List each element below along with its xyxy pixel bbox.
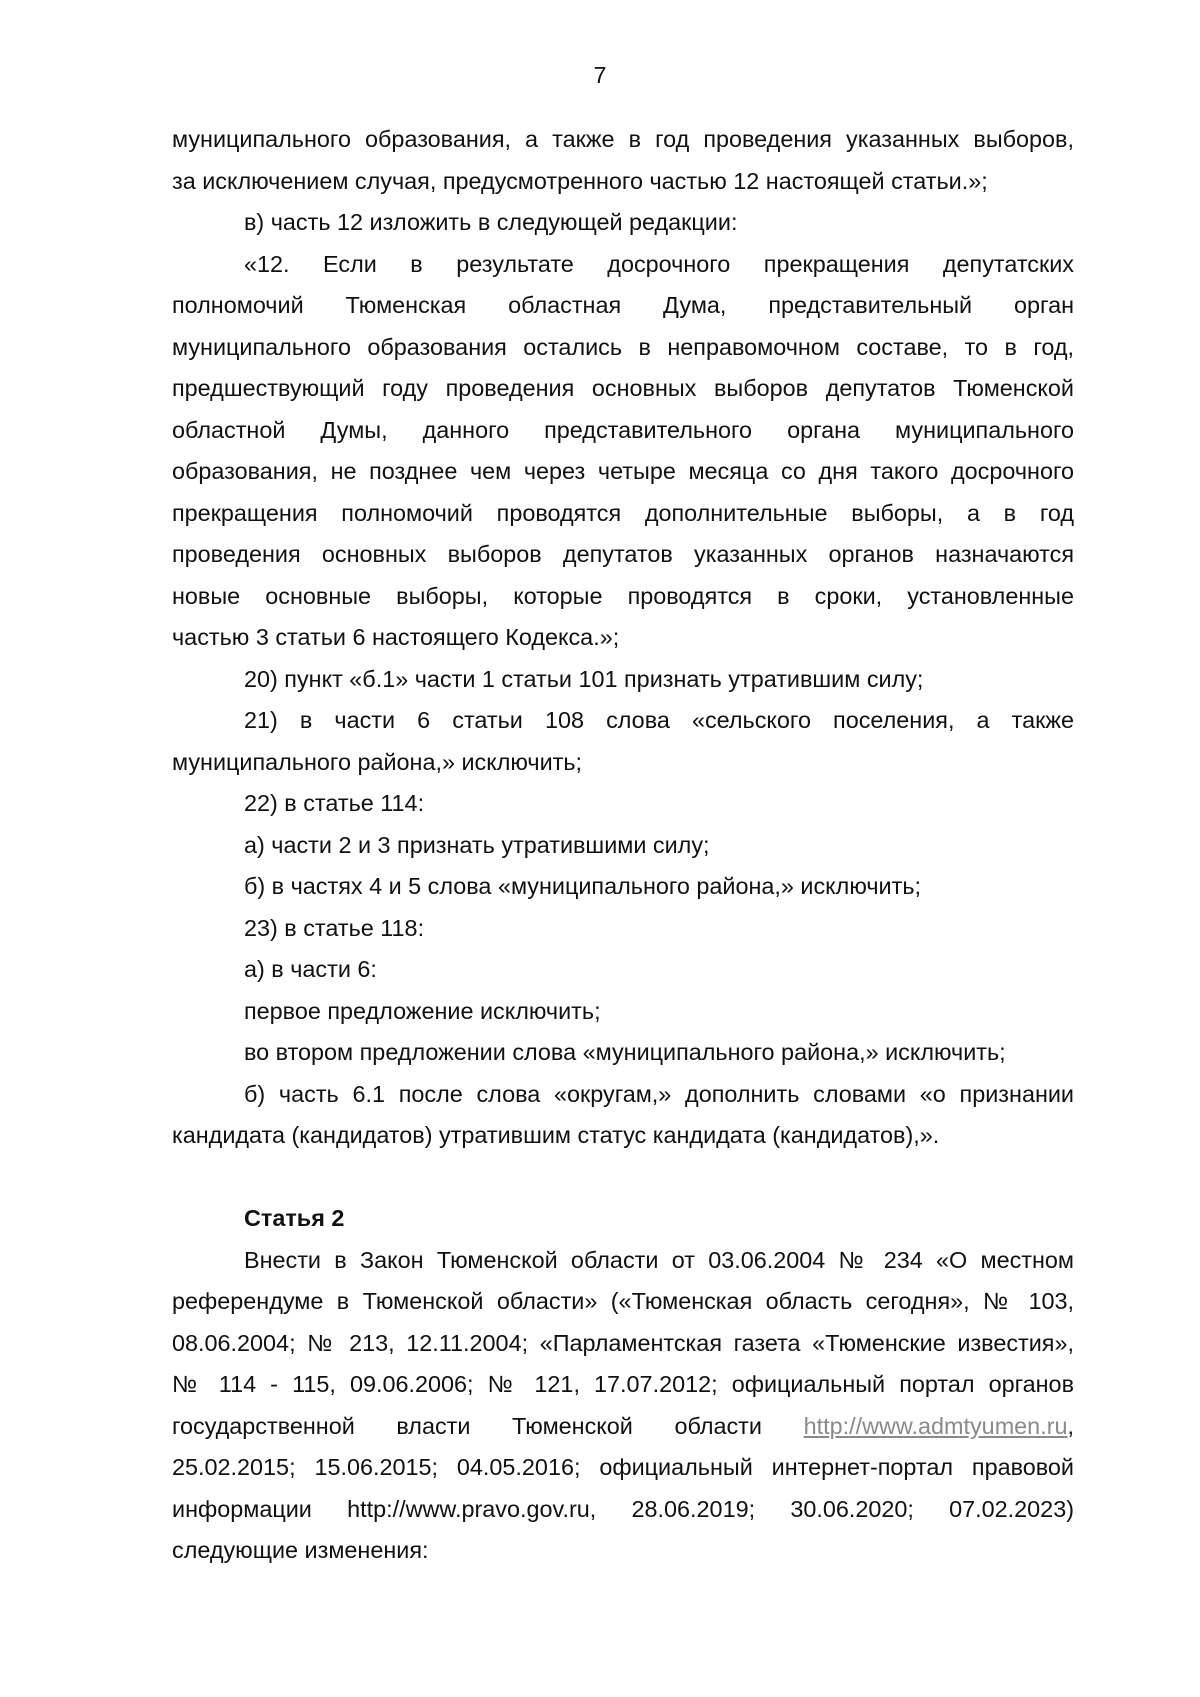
paragraph-line: муниципального образования остались в неправомочном составе, то в год, — [172, 333, 1074, 360]
paragraph: а) части 2 и 3 признать утратившими силу; — [244, 831, 710, 858]
paragraph-line: информации http://www.pravo.gov.ru, 28.06.2019; 30.06.2020; 07.02.2023) — [172, 1495, 1074, 1522]
paragraph-line: прекращения полномочий проводятся дополнительные выборы, а в год — [172, 499, 1074, 526]
paragraph: 23) в статье 118: — [244, 914, 425, 941]
paragraph: а) в части 6: — [244, 956, 377, 982]
paragraph: в) часть 12 изложить в следующей редакции: — [244, 209, 738, 235]
paragraph-line: 25.02.2015; 15.06.2015; 04.05.2016; официальный интернет-портал правовой — [172, 1454, 1074, 1480]
paragraph-text: государственной власти Тюменской области — [172, 1412, 762, 1439]
paragraph-line: полномочий Тюменская областная Дума, представительный орган — [172, 292, 1074, 318]
paragraph-line: областной Думы, данного представительного органа муниципального — [172, 416, 1074, 443]
paragraph: во втором предложении слова «муниципального района,» исключить; — [244, 1039, 1006, 1065]
document-body — [172, 119, 1074, 1572]
paragraph-text: , — [1067, 1412, 1074, 1439]
paragraph-line: референдуме в Тюменской области» («Тюменская область сегодня», № 103, — [172, 1288, 1074, 1314]
paragraph-line: проведения основных выборов депутатов указанных органов назначаются — [172, 541, 1074, 567]
admtyumen-link[interactable]: http://www.admtyumen.ru — [803, 1412, 1068, 1439]
paragraph-line: кандидата (кандидатов) утратившим статус кандидата (кандидатов),». — [172, 1122, 940, 1148]
paragraph-line: следующие изменения: — [172, 1537, 429, 1563]
paragraph-line: № 114 - 115, 09.06.2006; № 121, 17.07.2012; официальный портал органов — [172, 1371, 1074, 1397]
paragraph-line: Внести в Закон Тюменской области от 03.06.2004 № 234 «О местном — [244, 1246, 1074, 1273]
paragraph-line-with-link — [172, 1406, 1074, 1448]
paragraph: 20) пункт «б.1» части 1 статьи 101 признать утратившим силу; — [244, 665, 924, 692]
paragraph-line: предшествующий году проведения основных выборов депутатов Тюменской — [172, 375, 1074, 401]
paragraph: первое предложение исключить; — [244, 997, 601, 1024]
paragraph-line: частью 3 статьи 6 настоящего Кодекса.»; — [172, 624, 620, 650]
paragraph: б) в частях 4 и 5 слова «муниципального района,» исключить; — [244, 873, 922, 899]
page-number: 7 — [593, 62, 607, 88]
paragraph-line: 21) в части 6 статьи 108 слова «сельского поселения, а также — [244, 707, 1074, 733]
paragraph-line: муниципального района,» исключить; — [172, 748, 583, 775]
paragraph-line: «12. Если в результате досрочного прекращения депутатских — [244, 250, 1074, 277]
paragraph-line: новые основные выборы, которые проводятся в сроки, установленные — [172, 582, 1074, 609]
paragraph-line: б) часть 6.1 после слова «округам,» дополнить словами «о признании — [244, 1080, 1074, 1107]
paragraph-line: за исключением случая, предусмотренного частью 12 настоящей статьи.»; — [172, 167, 988, 194]
paragraph-line: муниципального образования, а также в год проведения указанных выборов, — [172, 126, 1074, 152]
paragraph: 22) в статье 114: — [244, 790, 425, 816]
paragraph-line: образования, не позднее чем через четыре месяца со дня такого досрочного — [172, 458, 1074, 484]
article-heading: Статья 2 — [244, 1205, 345, 1231]
paragraph-line: 08.06.2004; № 213, 12.11.2004; «Парламентская газета «Тюменские известия», — [172, 1329, 1074, 1356]
